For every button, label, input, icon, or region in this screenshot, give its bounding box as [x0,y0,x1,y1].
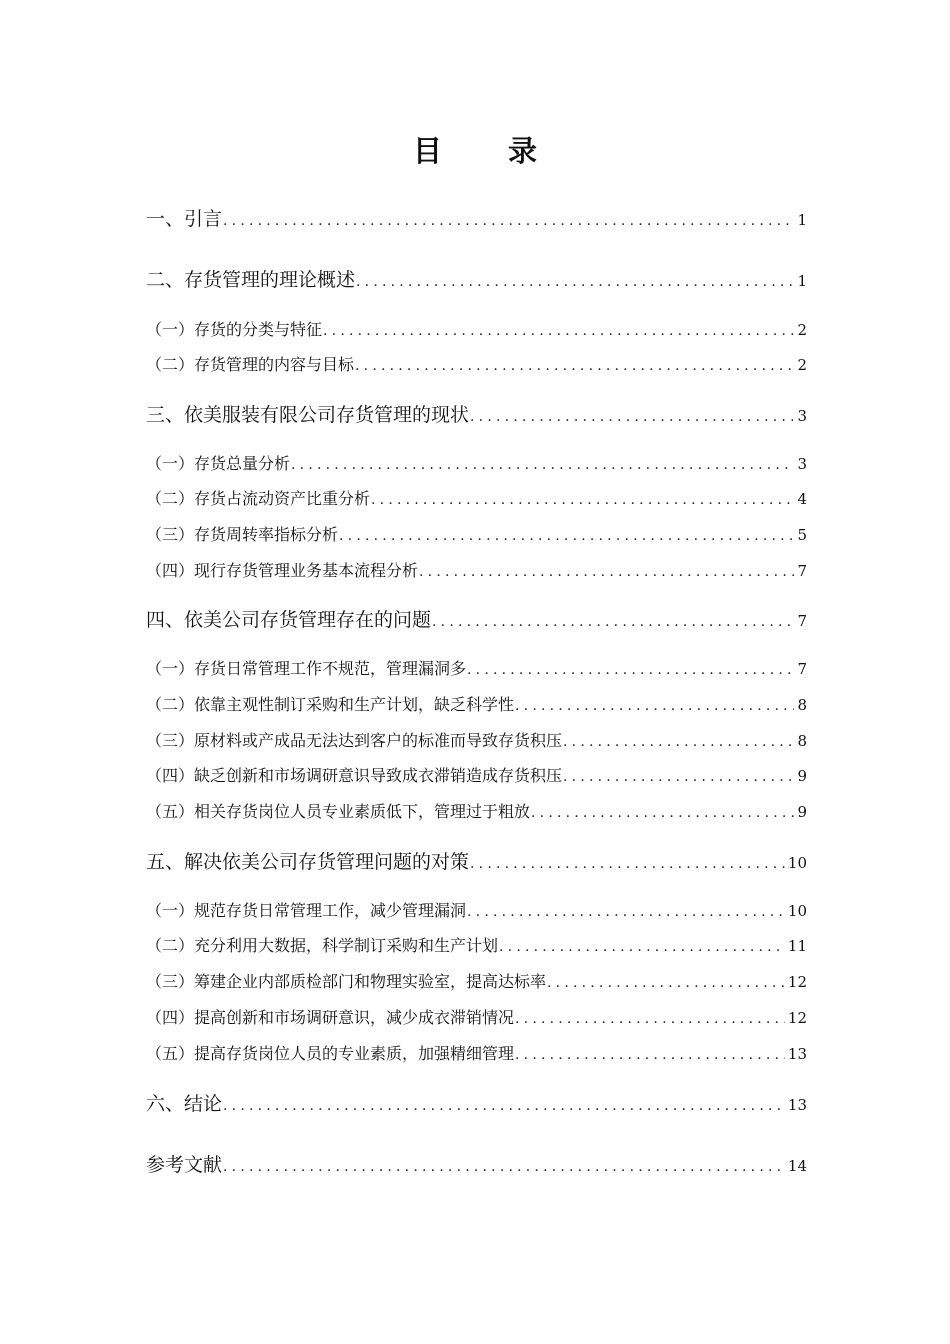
toc-entry-page: 3 [797,407,807,425]
toc-entry-page: 2 [797,356,807,374]
toc-entry[interactable] [146,452,807,476]
dot-leader [515,1007,785,1031]
toc-entry-page: 12 [787,1009,807,1027]
toc-entry[interactable] [146,487,807,511]
toc-entry-page: 10 [787,854,807,872]
dot-leader [531,801,794,825]
dot-leader [432,608,794,636]
toc-entry[interactable] [146,970,807,994]
toc-entry-page: 4 [797,490,807,508]
dot-leader [419,560,794,584]
toc-entry[interactable] [146,1006,807,1030]
toc-entry-label: 六、结论 [146,1093,223,1115]
toc-entry-label: （四）缺乏创新和市场调研意识导致成衣滞销造成存货积压 [146,766,563,785]
dot-leader [371,488,794,512]
toc-entry-page: 9 [797,803,807,821]
toc-entry-label: （五）提高存货岗位人员的专业素质，加强精细管理 [146,1044,515,1063]
toc-entry-page: 1 [797,272,807,290]
toc-entry-label: （一）存货日常管理工作不规范，管理漏洞多 [146,659,467,678]
toc-entry-label: （一）存货总量分析 [146,454,291,473]
toc-entry-label: （四）现行存货管理业务基本流程分析 [146,561,419,580]
toc-entry[interactable] [146,657,807,681]
dot-leader [499,935,785,959]
toc-entry[interactable] [146,1151,807,1179]
toc-entry[interactable] [146,1042,807,1066]
toc-entry[interactable] [146,1090,807,1118]
dot-leader [467,658,794,682]
toc-entry-label: （一）规范存货日常管理工作，减少管理漏洞 [146,901,467,920]
toc-entry[interactable] [146,205,807,233]
toc-title: 目 录 [412,134,566,168]
toc-entry-label: （三）存货周转率指标分析 [146,525,339,544]
toc-entry-page: 7 [797,612,807,630]
toc-entry-page: 11 [787,937,807,955]
toc-entry-page: 7 [797,660,807,678]
dot-leader [323,319,794,343]
toc-entry[interactable] [146,693,807,717]
toc-entry-page: 7 [797,562,807,580]
toc-entry[interactable] [146,764,807,788]
toc-entry[interactable] [146,266,807,294]
toc-entry-page: 3 [797,455,807,473]
dot-leader [339,524,794,548]
toc-entry-page: 5 [797,526,807,544]
toc-entry-label: （三）原材料或产成品无法达到客户的标准而导致存货积压 [146,731,563,750]
dot-leader [356,268,794,296]
toc-list [146,0,807,1344]
toc-entry[interactable] [146,353,807,377]
toc-entry-label: 五、解决依美公司存货管理问题的对策 [146,851,470,873]
toc-entry-label: 参考文献 [146,1154,223,1176]
toc-entry[interactable] [146,899,807,923]
toc-entry-label: 二、存货管理的理论概述 [146,269,356,291]
toc-entry-page: 8 [797,732,807,750]
toc-entry-label: （四）提高创新和市场调研意识，减少成衣滞销情况 [146,1008,515,1027]
toc-entry-page: 12 [787,973,807,991]
dot-leader [291,453,794,477]
toc-entry-page: 9 [797,767,807,785]
toc-entry[interactable] [146,934,807,958]
dot-leader [515,1043,785,1067]
toc-entry-page: 13 [787,1096,807,1114]
toc-entry[interactable] [146,523,807,547]
toc-entry-page: 1 [797,211,807,229]
toc-entry-label: （三）筹建企业内部质检部门和物理实验室，提高达标率 [146,972,547,991]
toc-entry-label: 一、引言 [146,208,223,230]
toc-entry-label: （五）相关存货岗位人员专业素质低下，管理过于粗放 [146,802,531,821]
toc-entry-page: 2 [797,321,807,339]
dot-leader [470,850,785,878]
toc-entry[interactable] [146,401,807,429]
toc-entry-label: （二）存货占流动资产比重分析 [146,489,371,508]
toc-entry-page: 13 [787,1045,807,1063]
toc-entry-label: 四、依美公司存货管理存在的问题 [146,609,432,631]
dot-leader [563,730,794,754]
toc-entry-label: （二）依靠主观性制订采购和生产计划，缺乏科学性 [146,695,515,714]
dot-leader [223,1153,785,1181]
dot-leader [563,765,794,789]
toc-entry[interactable] [146,606,807,634]
dot-leader [470,403,794,431]
toc-entry[interactable] [146,800,807,824]
dot-leader [547,971,785,995]
toc-entry[interactable] [146,318,807,342]
toc-entry[interactable] [146,729,807,753]
toc-entry-label: 三、依美服装有限公司存货管理的现状 [146,404,470,426]
dot-leader [515,694,794,718]
dot-leader [223,1092,785,1120]
toc-entry-page: 14 [787,1157,807,1175]
toc-entry[interactable] [146,848,807,876]
toc-entry-label: （二）充分利用大数据，科学制订采购和生产计划 [146,936,499,955]
toc-entry-label: （一）存货的分类与特征 [146,320,323,339]
dot-leader [223,207,794,235]
toc-entry-page: 8 [797,696,807,714]
toc-entry[interactable] [146,559,807,583]
dot-leader [467,900,785,924]
toc-entry-label: （二）存货管理的内容与目标 [146,355,355,374]
dot-leader [355,354,794,378]
toc-entry-page: 10 [787,902,807,920]
